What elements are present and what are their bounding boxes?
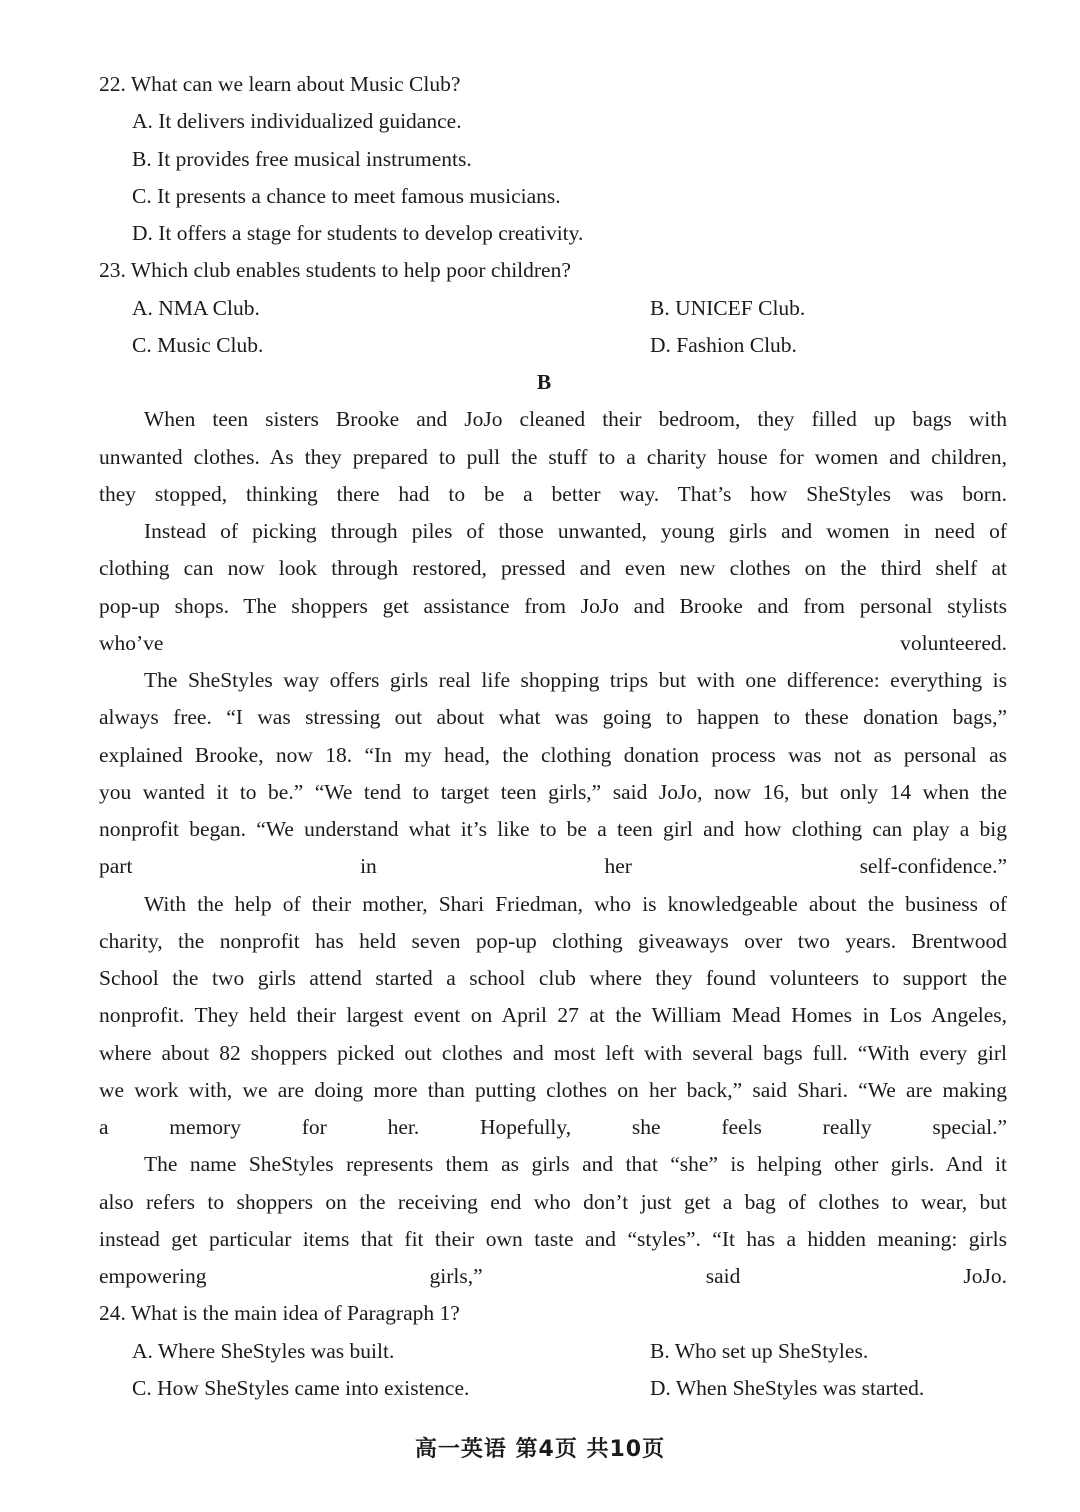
paragraph — [99, 662, 1007, 886]
q23-options-row-2 — [99, 327, 1007, 364]
paragraph-line: also refers to shoppers on the receiving end who don’t just get a bag of clothes to wear, but — [99, 1189, 1007, 1214]
paragraph-line: charity, the nonprofit has held seven pop-up clothing giveaways over two years. Brentwood — [99, 928, 1007, 953]
paragraph-line: where about 82 shoppers picked out clothes and most left with several bags full. “With every girl — [99, 1040, 1007, 1065]
q24-option-d: D. When SheStyles was started. — [650, 1375, 925, 1400]
paragraph-line: explained Brooke, now 18. “In my head, the clothing donation process was not as personal as — [99, 742, 1007, 767]
paragraph — [99, 886, 1007, 1147]
paragraph-line: nonprofit. They held their largest event on April 27 at the William Mead Homes in Los Angeles, — [99, 1003, 1007, 1028]
q24-options-row-1 — [99, 1333, 1007, 1370]
paragraph-line: we work with, we are doing more than putting clothes on her back,” said Shari. “We are making — [99, 1077, 1007, 1102]
question-23-stem: 23. Which club enables students to help poor children? — [99, 258, 571, 283]
q22-option-d: D. It offers a stage for students to develop creativity. — [132, 221, 584, 245]
paragraph-line: unwanted clothes. As they prepared to pull the stuff to a charity house for women and children, — [99, 444, 1007, 469]
q22-option-a: A. It delivers individualized guidance. — [132, 109, 462, 134]
paragraph-line: The name SheStyles represents them as girls and that “she” is helping other girls. And it — [144, 1152, 1007, 1177]
paragraph — [99, 401, 1007, 513]
q23-option-d: D. Fashion Club. — [650, 332, 797, 357]
paragraph-line: empowering girls,” said JoJo. — [99, 1264, 1007, 1288]
question-24-stem: 24. What is the main idea of Paragraph 1? — [99, 1301, 460, 1326]
paragraph-line: who’ve volunteered. — [99, 630, 1007, 655]
paragraph-line: When teen sisters Brooke and JoJo cleaned their bedroom, they filled up bags with — [144, 407, 1007, 432]
q23-options-row-1 — [99, 290, 1007, 327]
paragraph-line: always free. “I was stressing out about what was going to happen to these donation bags,” — [99, 705, 1007, 730]
section-heading: B — [536, 370, 552, 394]
q22-option-b: B. It provides free musical instruments. — [132, 146, 472, 171]
q24-option-b: B. Who set up SheStyles. — [650, 1338, 869, 1363]
paragraph-line: clothing can now look through restored, pressed and even new clothes on the third shelf at — [99, 556, 1007, 581]
q24-option-a: A. Where SheStyles was built. — [132, 1338, 395, 1363]
paragraph-line: they stopped, thinking there had to be a better way. That’s how SheStyles was born. — [99, 481, 1007, 506]
q23-option-b: B. UNICEF Club. — [650, 295, 806, 320]
paragraph-line: Instead of picking through piles of those unwanted, young girls and women in need of — [144, 519, 1007, 543]
paragraph-line: nonprofit began. “We understand what it’s like to be a teen girl and how clothing can play a big — [99, 817, 1007, 841]
q23-option-a: A. NMA Club. — [132, 295, 260, 320]
paragraph-line: pop-up shops. The shoppers get assistance from JoJo and Brooke and from personal stylists — [99, 593, 1007, 618]
paragraph-line: you wanted it to be.” “We tend to target teen girls,” said JoJo, now 16, but only 14 when the — [99, 779, 1007, 804]
question-22-stem: 22. What can we learn about Music Club? — [99, 72, 461, 96]
q23-option-c: C. Music Club. — [132, 332, 264, 357]
passage — [99, 401, 1007, 1295]
q24-options-row-2 — [99, 1370, 1007, 1407]
exam-page — [99, 66, 1007, 1407]
paragraph-line: part in her self-confidence.” — [99, 854, 1007, 879]
paragraph-line: With the help of their mother, Shari Friedman, who is knowledgeable about the business of — [144, 891, 1007, 916]
paragraph-line: The SheStyles way offers girls real life shopping trips but with one difference: everything is — [144, 668, 1007, 692]
paragraph-line: instead get particular items that fit their own taste and “styles”. “It has a hidden meaning: girls — [99, 1226, 1007, 1251]
paragraph-line: a memory for her. Hopefully, she feels really special.” — [99, 1115, 1007, 1139]
paragraph-line: School the two girls attend started a school club where they found volunteers to support the — [99, 966, 1007, 990]
q24-option-c: C. How SheStyles came into existence. — [132, 1375, 470, 1400]
page-footer: 高一英语 第4页 共10页 — [414, 1437, 666, 1462]
paragraph — [99, 1146, 1007, 1295]
q22-option-c: C. It presents a chance to meet famous musicians. — [132, 183, 561, 208]
paragraph — [99, 513, 1007, 662]
